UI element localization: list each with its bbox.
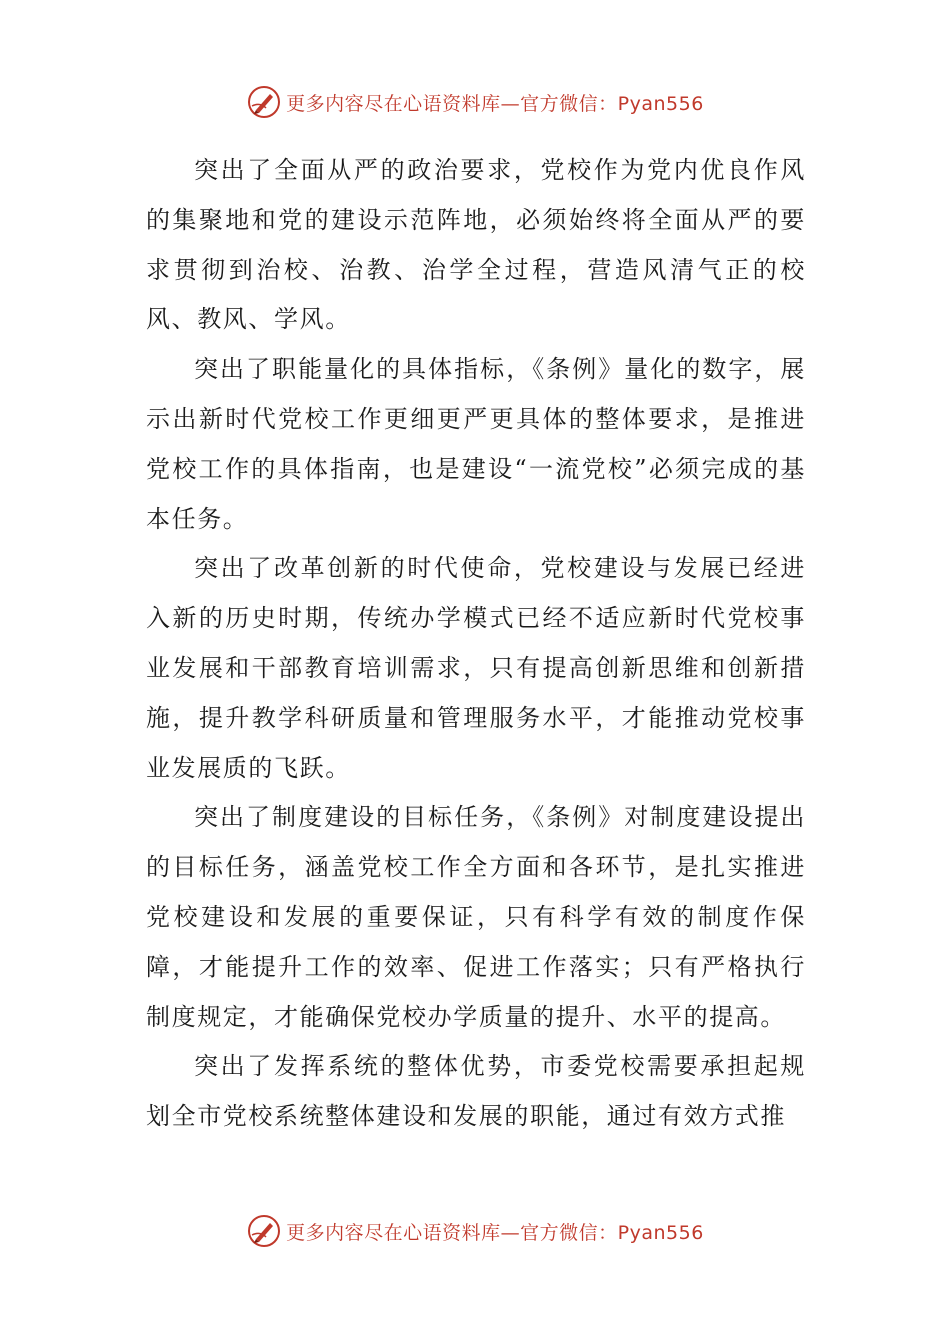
banner-wechat-text: 官方微信：Pyan556 bbox=[520, 92, 704, 115]
banner-separator: — bbox=[500, 92, 521, 115]
paragraph-3: 突出了改革创新的时代使命，党校建设与发展已经进入新的历史时期，传统办学模式已经不适应新时代党校事业发展和干部教育培训需求，只有提高创新思维和创新措施，提升教学科研质量和管理服务水平，才能推动党校事业发展质的飞跃。 bbox=[146, 554, 806, 782]
banner-separator: — bbox=[500, 1221, 521, 1244]
pen-nib-logo-icon bbox=[246, 84, 282, 120]
footer-banner bbox=[0, 1209, 950, 1253]
paragraph-4: 突出了制度建设的目标任务，《条例》对制度建设提出的目标任务，涵盖党校工作全方面和各环节，是扎实推进党校建设和发展的重要保证，只有科学有效的制度作保障，才能提升工作的效率、促进工作落实；只有严格执行制度规定，才能确保党校办学质量的提升、水平的提高。 bbox=[146, 803, 806, 1031]
banner-wechat-text: 官方微信：Pyan556 bbox=[520, 1221, 704, 1244]
paragraph-2: 突出了职能量化的具体指标，《条例》量化的数字，展示出新时代党校工作更细更严更具体的整体要求，是推进党校工作的具体指南，也是建设“一流党校”必须完成的基本任务。 bbox=[146, 355, 806, 533]
banner-main-text: 更多内容尽在心语资料库 bbox=[286, 92, 501, 115]
banner-text bbox=[286, 89, 704, 116]
paragraph-5: 突出了发挥系统的整体优势，市委党校需要承担起规划全市党校系统整体建设和发展的职能，通过有效方式推 bbox=[146, 1052, 806, 1131]
banner-text bbox=[286, 1218, 704, 1245]
header-banner bbox=[0, 80, 950, 124]
pen-nib-logo-icon bbox=[246, 1213, 282, 1249]
banner-main-text: 更多内容尽在心语资料库 bbox=[286, 1221, 501, 1244]
paragraph-1: 突出了全面从严的政治要求，党校作为党内优良作风的集聚地和党的建设示范阵地，必须始终将全面从严的要求贯彻到治校、治教、治学全过程，营造风清气正的校风、教风、学风。 bbox=[146, 156, 806, 334]
document-body bbox=[146, 146, 806, 1142]
